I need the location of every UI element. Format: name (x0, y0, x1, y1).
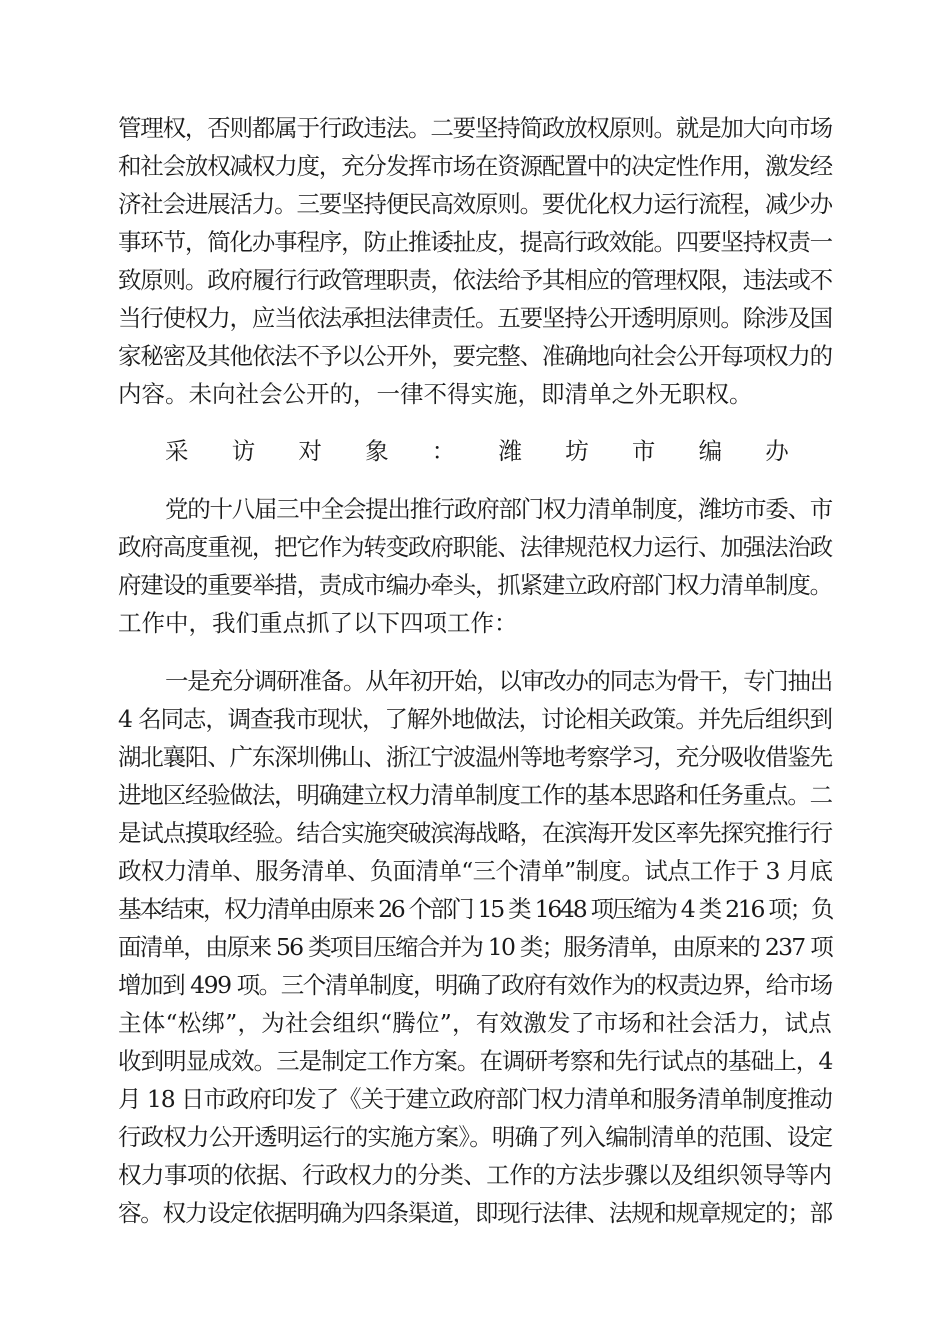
paragraph3-line-15: 容。权力设定依据明确为四条渠道，即现行法律、法规和规章规定的；部 (118, 1199, 832, 1227)
paragraph2-line-3: 府建设的重要举措，责成市编办牵头，抓紧建立政府部门权力清单制度。 (118, 571, 832, 599)
paragraph3-line-8: 面清单，由原来 56 类项目压缩合并为 10 类；服务清单，由原来的 237 项 (118, 933, 832, 961)
paragraph3-line-5: 是试点摸取经验。结合实施突破滨海战略，在滨海开发区率先探究推行行 (118, 819, 832, 847)
paragraph1-line-8: 内容。未向社会公开的，一律不得实施，即清单之外无职权。 (118, 380, 753, 408)
paragraph3-line-11: 收到明显成效。三是制定工作方案。在调研考察和先行试点的基础上，4 (118, 1047, 833, 1075)
paragraph2-line-4: 工作中，我们重点抓了以下四项工作： (118, 609, 518, 637)
paragraph2-line-1: 党的十八届三中全会提出推行政府部门权力清单制度，潍坊市委、市 (165, 495, 832, 523)
paragraph1-line-4: 事环节，简化办事程序，防止推诿扯皮，提高行政效能。四要坚持权责一 (118, 228, 832, 256)
paragraph1-line-7: 家秘密及其他依法不予以公开外，要完整、准确地向社会公开每项权力的 (118, 342, 832, 370)
paragraph1-line-1: 管理权，否则都属于行政违法。二要坚持简政放权原则。就是加大向市场 (118, 114, 832, 142)
paragraph3-line-2: 4 名同志，调查我市现状，了解外地做法，讨论相关政策。并先后组织到 (118, 705, 832, 733)
paragraph3-line-13: 行政权力公开透明运行的实施方案》。明确了列入编制清单的范围、设定 (118, 1123, 833, 1151)
paragraph3-line-9: 增加到 499 项。三个清单制度，明确了政府有效作为的权责边界，给市场 (118, 971, 832, 999)
paragraph1-line-6: 当行使权力，应当依法承担法律责任。五要坚持公开透明原则。除涉及国 (118, 304, 832, 332)
paragraph3-line-7: 基本结束，权力清单由原来 26 个部门 15 类 1648 项压缩为 4 类 216 项；负 (118, 895, 833, 923)
paragraph3-line-6: 政权力清单、服务清单、负面清单“三个清单”制度。试点工作于 3 月底 (118, 857, 833, 885)
paragraph2-line-2: 政府高度重视，把它作为转变政府职能、法律规范权力运行、加强法治政 (118, 533, 832, 561)
paragraph1-line-5: 致原则。政府履行行政管理职责，依法给予其相应的管理权限，违法或不 (118, 266, 832, 294)
paragraph3-line-4: 进地区经验做法，明确建立权力清单制度工作的基本思路和任务重点。二 (118, 781, 832, 809)
paragraph1-line-3: 济社会进展活力。三要坚持便民高效原则。要优化权力运行流程，减少办 (118, 190, 832, 218)
paragraph3-line-12: 月 18 日市政府印发了《关于建立政府部门权力清单和服务清单制度推动 (118, 1085, 832, 1113)
paragraph3-line-1: 一是充分调研准备。从年初开始，以审改办的同志为骨干，专门抽出 (165, 667, 832, 695)
paragraph1-line-2: 和社会放权减权力度，充分发挥市场在资源配置中的决定性作用，激发经 (118, 152, 832, 180)
paragraph3-line-10: 主体“松绑”，为社会组织“腾位”，有效激发了市场和社会活力，试点 (118, 1009, 833, 1037)
paragraph3-line-14: 权力事项的依据、行政权力的分类、工作的方法步骤以及组织领导等内 (118, 1161, 832, 1189)
interview-subject: 采访对象：潍坊市编办 (165, 437, 832, 465)
paragraph3-line-3: 湖北襄阳、广东深圳佛山、浙江宁波温州等地考察学习，充分吸收借鉴先 (118, 743, 832, 771)
